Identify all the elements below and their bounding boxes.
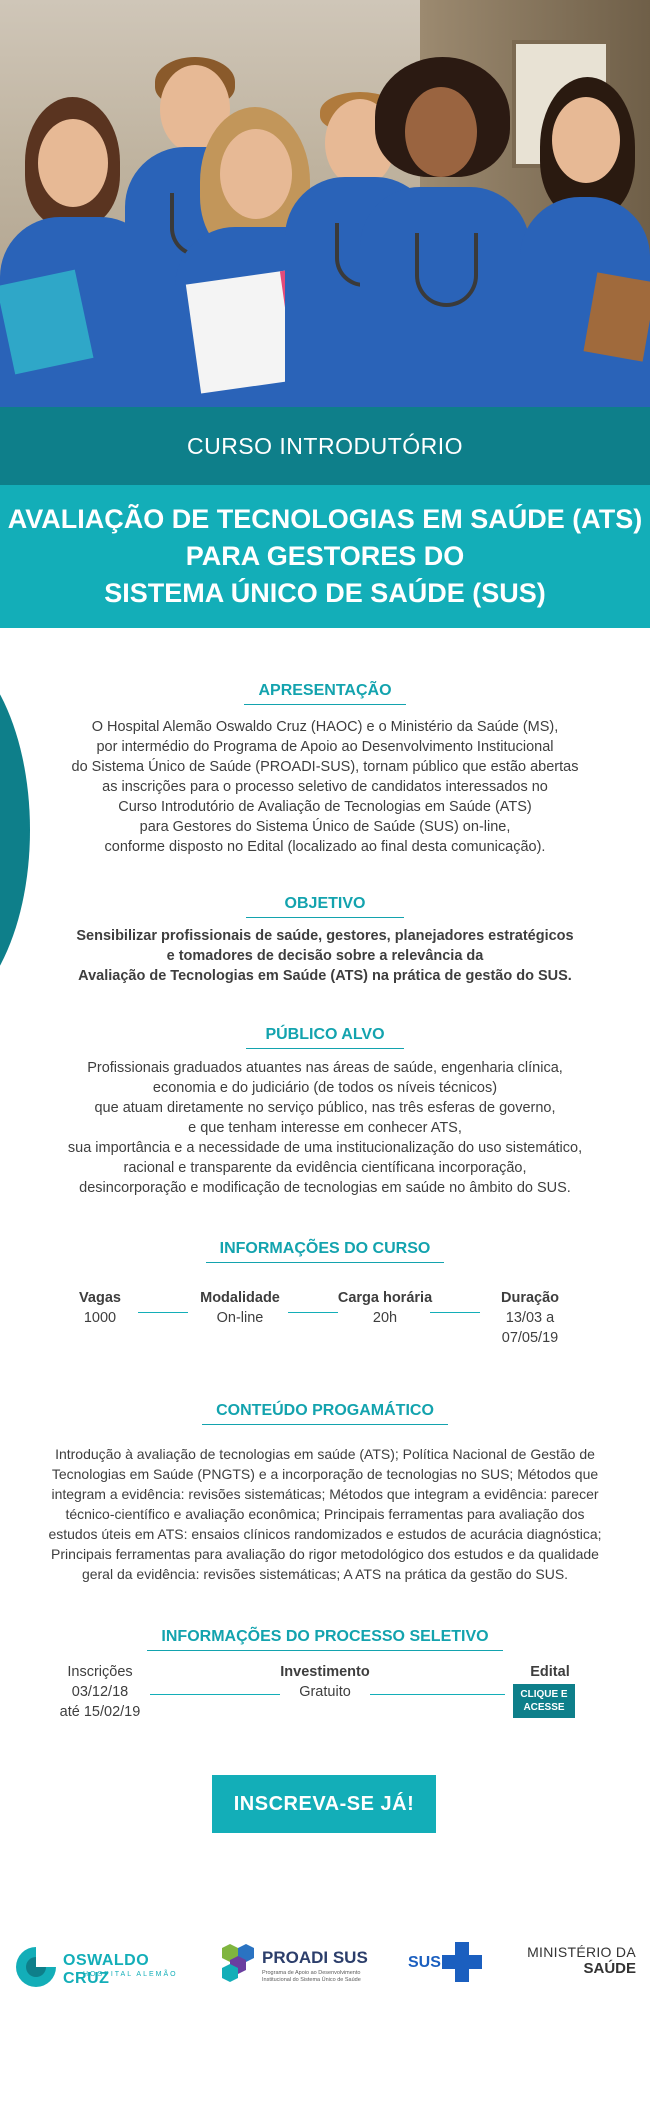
hero-photo: [0, 0, 650, 407]
section-title-objetivo: OBJETIVO: [0, 895, 650, 918]
divider-line: [150, 1694, 280, 1695]
oswaldo-cruz-icon: [15, 1946, 57, 1988]
course-title: [0, 485, 650, 628]
apresentacao-text: O Hospital Alemão Oswaldo Cruz (HAOC) e o Ministério da Saúde (MS), por intermédio do Programa de Apoio ao Desenvolvimento Institucional do Sistema Único de Saúde (PROADI-SUS), tornam público que estão abertas as inscrições para o processo seletivo de candidatos interessados no Curso Introdutório de Avaliação de Tecnologias em Saúde (ATS) para Gestores do Sistema Único de Saúde (SUS) on-line, conforme disposto no Edital (localizado ao final desta comunicação).: [71, 719, 579, 855]
subscribe-button[interactable]: INSCREVA-SE JÁ!: [212, 1775, 436, 1833]
duracao-info: Duração 13/03 a 07/05/19: [500, 1290, 560, 1346]
sus-logo: SUS: [408, 1942, 484, 1986]
course-title-line3: SISTEMA ÚNICO DE SAÚDE (SUS): [104, 578, 546, 608]
vagas-info: Vagas 1000: [79, 1290, 121, 1326]
publico-text: Profissionais graduados atuantes nas áreas de saúde, engenharia clínica, economia e do judiciário (de todos os níveis técnicos) que atuam diretamente no serviço público, nas três esferas de governo, e que tenham interesse em conhecer ATS, sua importância e a necessidade de uma institucionalização do uso sistemático, racional e transparente da evidência científicana incorporação, desincorporação e modificação de tecnologias em saúde no âmbito do SUS.: [67, 1060, 583, 1196]
inscricoes-info: Inscrições 03/12/18 até 15/02/19: [59, 1664, 141, 1720]
edital-info: Edital: [530, 1664, 570, 1680]
proadi-hex-icon: [220, 1942, 256, 1982]
section-title-apresentacao: APRESENTAÇÃO: [0, 682, 650, 705]
student-6: [520, 77, 650, 407]
divider-line: [370, 1694, 505, 1695]
oswaldo-cruz-logo: OSWALDO CRUZ HOSPITAL ALEMÃO: [15, 1944, 195, 1994]
investimento-info: Investimento Gratuito: [280, 1664, 370, 1700]
section-title-publico: PÚBLICO ALVO: [0, 1026, 650, 1049]
course-info-row: [60, 1288, 590, 1358]
proadi-sus-logo: PROADI SUS Programa de Apoio ao Desenvolvimento Institucional do Sistema Único de Saúde: [220, 1942, 390, 1996]
divider-line: [138, 1312, 188, 1313]
sus-cross-icon: [442, 1942, 482, 1982]
carga-horaria-info: Carga horária 20h: [337, 1290, 433, 1326]
course-kicker: CURSO INTRODUTÓRIO: [0, 407, 650, 485]
student-5: [360, 57, 530, 407]
section-title-processo: INFORMAÇÕES DO PROCESSO SELETIVO: [0, 1628, 650, 1651]
divider-line: [430, 1312, 480, 1313]
process-info-row: [55, 1662, 595, 1742]
ministerio-saude-logo: MINISTÉRIO DA SAÚDE: [527, 1944, 636, 1977]
section-title-curso: INFORMAÇÕES DO CURSO: [0, 1240, 650, 1263]
footer-logos: [0, 1930, 650, 2010]
course-title-line2: PARA GESTORES DO: [185, 541, 465, 571]
conteudo-text: Introdução à avaliação de tecnologias em saúde (ATS); Política Nacional de Gestão de Tecnologias em Saúde (PNGTS) e a incorporação de tecnologias no SUS; Métodos que integram a evidência: revisões sistemáticas; Métodos que integram a evidência: parecer técnico-científico e avaliação econômica; Principais ferramentas para avaliação dos estudos úteis em ATS: ensaios clínicos randomizados e estudos de acurácia diagnóstica; Principais ferramentas para avaliação do rigor metodológico dos estudos e da qualidade geral da evidência: revisões sistemáticas; A ATS na prática da gestão do SUS.: [48, 1446, 602, 1582]
course-title-line1: AVALIAÇÃO DE TECNOLOGIAS EM SAÚDE (ATS): [7, 504, 643, 534]
section-title-conteudo: CONTEÚDO PROGAMÁTICO: [0, 1402, 650, 1425]
objetivo-text: Sensibilizar profissionais de saúde, gestores, planejadores estratégicos e tomadores de decisão sobre a relevância da Avaliação de Tecnologias em Saúde (ATS) na prática de gestão do SUS.: [76, 928, 574, 984]
edital-access-button[interactable]: CLIQUE E ACESSE: [513, 1684, 575, 1718]
modalidade-info: Modalidade On-line: [200, 1290, 280, 1326]
